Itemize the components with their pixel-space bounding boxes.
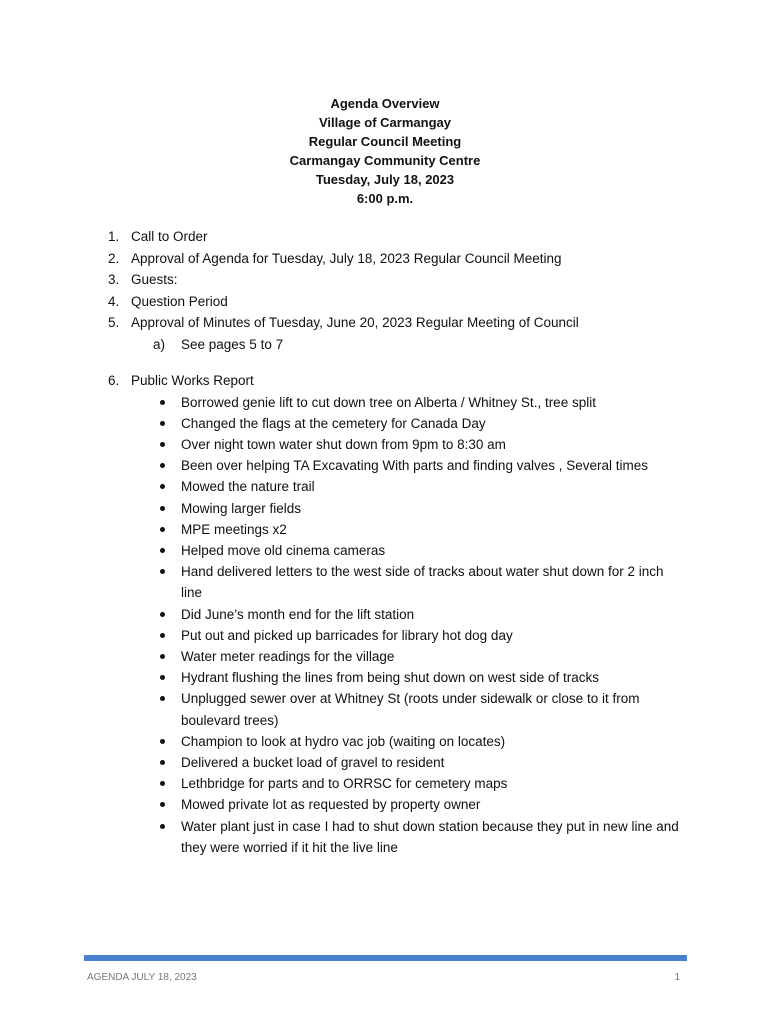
agenda-item — [108, 291, 708, 313]
bullet-dot-icon — [160, 824, 165, 829]
public-works-bullet-list — [108, 392, 708, 858]
agenda-sub-item — [108, 334, 708, 356]
bullet-dot-icon — [160, 400, 165, 405]
bullet-text: Mowed private lot as requested by property owner — [181, 797, 481, 813]
bullet-text: Changed the flags at the cemetery for Canada Day — [181, 415, 486, 431]
bullet-item — [108, 476, 681, 497]
bullet-text: Lethbridge for parts and to ORRSC for cemetery maps — [181, 776, 508, 792]
bullet-text: Mowed the nature trail — [181, 479, 315, 495]
bullet-text: Mowing larger fields — [181, 500, 302, 516]
bullet-text: Unplugged sewer over at Whitney St (roots under sidewalk or close to it from boulevard trees) — [181, 691, 640, 728]
agenda-list — [108, 226, 708, 858]
header-title: Agenda Overview — [330, 96, 440, 111]
agenda-item-public-works — [108, 370, 708, 392]
bullet-text: Hand delivered letters to the west side of tracks about water shut down for 2 inch line — [181, 564, 664, 601]
bullet-dot-icon — [160, 463, 165, 468]
bullet-item — [108, 625, 681, 646]
footer-title: AGENDA JULY 18, 2023 — [87, 972, 197, 983]
bullet-item — [108, 540, 681, 561]
item-text: Guests: — [131, 272, 178, 287]
bullet-item — [108, 392, 681, 413]
header-meeting-type: Regular Council Meeting — [308, 134, 462, 149]
bullet-text: Champion to look at hydro vac job (waiting on locates) — [181, 733, 506, 749]
bullet-dot-icon — [160, 675, 165, 680]
bullet-dot-icon — [160, 506, 165, 511]
bullet-dot-icon — [160, 442, 165, 447]
bullet-item — [108, 434, 681, 455]
page-number: 1 — [674, 972, 680, 983]
header-organization: Village of Carmangay — [319, 115, 451, 130]
item-text: Question Period — [131, 293, 228, 309]
item-text: Public Works Report — [131, 373, 254, 388]
item-number: 1. — [108, 229, 120, 244]
item-number: 6. — [108, 373, 120, 388]
bullet-item — [108, 519, 681, 540]
bullet-dot-icon — [160, 421, 165, 426]
bullet-dot-icon — [160, 739, 165, 744]
bullet-dot-icon — [160, 696, 165, 701]
item-text: Approval of Minutes of Tuesday, June 20, 2023 Regular Meeting of Council — [131, 315, 579, 330]
bullet-text: Water meter readings for the village — [181, 648, 395, 664]
item-number: 2. — [108, 250, 120, 266]
bullet-dot-icon — [160, 527, 165, 532]
bullet-dot-icon — [160, 612, 165, 617]
bullet-item — [108, 646, 681, 667]
bullet-item — [108, 794, 681, 815]
bullet-dot-icon — [160, 781, 165, 786]
agenda-header — [0, 94, 770, 208]
bullet-dot-icon — [160, 484, 165, 489]
bullet-text: Helped move old cinema cameras — [181, 542, 386, 558]
item-number: 4. — [108, 293, 120, 309]
bullet-text: Water plant just in case I had to shut down station because they put in new line and they were worried if it hit the live line — [181, 818, 679, 855]
agenda-item — [108, 248, 708, 270]
header-time: 6:00 p.m. — [356, 191, 414, 206]
bullet-item — [108, 413, 681, 434]
bullet-text: MPE meetings x2 — [181, 521, 287, 537]
header-location: Carmangay Community Centre — [289, 153, 481, 168]
item-number: 5. — [108, 315, 120, 330]
bullet-item — [108, 816, 681, 858]
bullet-text: Delivered a bucket load of gravel to resident — [181, 754, 445, 770]
sub-item-letter: a) — [153, 336, 166, 352]
sub-item-text: See pages 5 to 7 — [181, 336, 284, 352]
agenda-item — [108, 226, 708, 248]
bullet-item — [108, 498, 681, 519]
bullet-item — [108, 604, 681, 625]
bullet-item — [108, 561, 681, 603]
bullet-text: Been over helping TA Excavating With parts and finding valves , Several times — [181, 458, 648, 474]
item-number: 3. — [108, 272, 120, 287]
footer-divider — [84, 955, 687, 961]
item-text: Call to Order — [131, 229, 208, 244]
bullet-dot-icon — [160, 548, 165, 553]
bullet-item — [108, 455, 681, 476]
bullet-text: Borrowed genie lift to cut down tree on Alberta / Whitney St., tree split — [181, 394, 596, 410]
bullet-item — [108, 752, 681, 773]
bullet-dot-icon — [160, 654, 165, 659]
agenda-item — [108, 312, 708, 334]
bullet-dot-icon — [160, 760, 165, 765]
bullet-dot-icon — [160, 569, 165, 574]
bullet-text: Hydrant flushing the lines from being shut down on west side of tracks — [181, 670, 599, 686]
bullet-item — [108, 667, 681, 688]
bullet-item — [108, 773, 681, 794]
spacer — [108, 355, 708, 370]
agenda-item — [108, 269, 708, 291]
header-date: Tuesday, July 18, 2023 — [315, 172, 455, 187]
bullet-dot-icon — [160, 802, 165, 807]
bullet-dot-icon — [160, 633, 165, 638]
bullet-text: Put out and picked up barricades for library hot dog day — [181, 627, 513, 643]
bullet-text: Did June’s month end for the lift station — [181, 606, 415, 622]
bullet-item — [108, 731, 681, 752]
bullet-text: Over night town water shut down from 9pm to 8:30 am — [181, 436, 506, 452]
item-text: Approval of Agenda for Tuesday, July 18, 2023 Regular Council Meeting — [131, 250, 562, 266]
bullet-item — [108, 688, 681, 730]
